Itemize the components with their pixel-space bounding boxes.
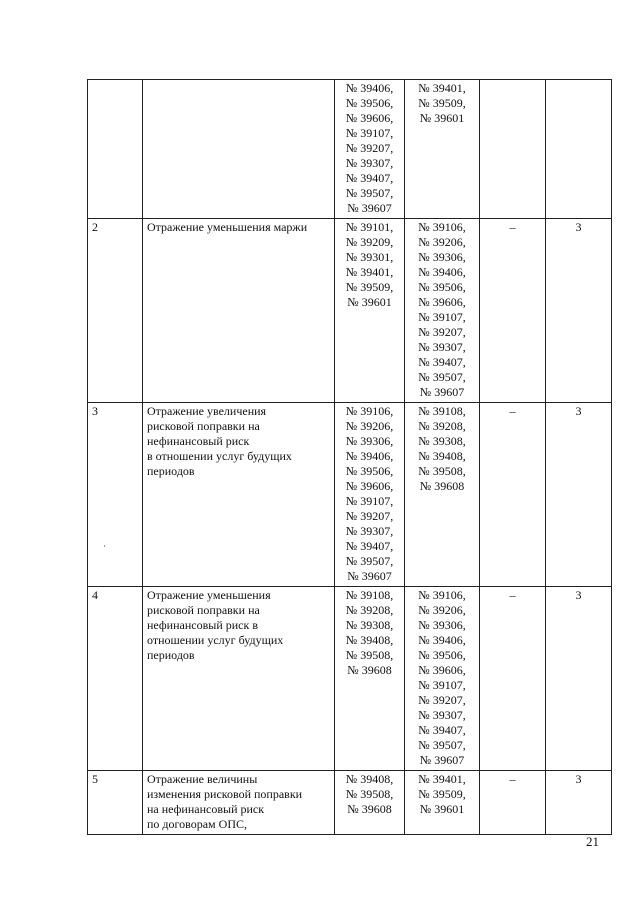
credit-account: № 39507, [418, 738, 466, 752]
credit-account: № 39606, [418, 663, 466, 677]
credit-account: № 39308, [418, 434, 466, 448]
debit-account: № 39506, [345, 96, 394, 110]
description-line: по договорам ОПС, [147, 817, 247, 831]
debit-account: № 39606, [345, 111, 394, 125]
description-cell [143, 80, 335, 219]
row-number-cell: 3 [88, 403, 143, 587]
debit-account: № 39407, [345, 539, 394, 553]
column-6-cell: 3 [546, 219, 612, 403]
credit-account: № 39106, [418, 220, 466, 234]
debit-account: № 39508, [345, 648, 394, 662]
description-line: нефинансовый риск [147, 434, 250, 448]
description-line: рисковой поправки на [147, 419, 260, 433]
credit-account: № 39508, [418, 464, 466, 478]
column-6-cell [546, 80, 612, 219]
credit-account: № 39206, [418, 603, 466, 617]
debit-account: № 39608 [347, 663, 392, 677]
credit-account: № 39601 [419, 802, 465, 816]
credit-account: № 39407, [418, 355, 466, 369]
debit-account: № 39509, [345, 280, 394, 294]
debit-account: № 39507, [345, 186, 394, 200]
description-line: периодов [147, 648, 195, 662]
row-number-cell: 5 [88, 771, 143, 835]
debit-account: № 39307, [345, 524, 394, 538]
credit-account: № 39307, [418, 708, 466, 722]
scan-speck [104, 545, 105, 547]
credit-account: № 39401, [418, 772, 466, 786]
debit-account: № 39508, [345, 787, 394, 801]
row-number-cell [88, 80, 143, 219]
credit-account: № 39607 [419, 385, 465, 399]
column-6-cell: 3 [546, 587, 612, 771]
debit-account: № 39607 [347, 201, 392, 215]
debit-account: № 39408, [345, 633, 394, 647]
debit-account: № 39208, [345, 603, 394, 617]
table-row [88, 219, 612, 403]
credit-account: № 39606, [418, 295, 466, 309]
credit-account: № 39408, [418, 449, 466, 463]
credit-account: № 39207, [418, 693, 466, 707]
description-cell [143, 219, 335, 403]
table-body [88, 80, 612, 835]
column-6-cell: 3 [546, 771, 612, 835]
credit-account: № 39601 [419, 111, 465, 125]
table-row [88, 403, 612, 587]
debit-accounts-cell [335, 403, 405, 587]
description-cell [143, 771, 335, 835]
debit-account: № 39401, [345, 265, 394, 279]
credit-account: № 39108, [418, 404, 466, 418]
debit-account: № 39106, [345, 404, 394, 418]
debit-account: № 39107, [345, 126, 394, 140]
row-number-cell: 2 [88, 219, 143, 403]
debit-accounts-cell [335, 587, 405, 771]
debit-account: № 39608 [347, 802, 392, 816]
row-number-cell: 4 [88, 587, 143, 771]
debit-accounts-cell [335, 219, 405, 403]
column-5-cell: – [480, 587, 546, 771]
credit-account: № 39307, [418, 340, 466, 354]
debit-account: № 39607 [347, 569, 392, 583]
credit-accounts-cell [405, 80, 480, 219]
description-line: отношении услуг будущих [147, 633, 284, 647]
credit-accounts-cell [405, 587, 480, 771]
credit-account: № 39608 [419, 479, 465, 493]
debit-account: № 39207, [345, 509, 394, 523]
debit-account: № 39209, [345, 235, 394, 249]
debit-accounts-cell [335, 80, 405, 219]
column-5-cell [480, 80, 546, 219]
credit-account: № 39107, [418, 310, 466, 324]
credit-account: № 39207, [418, 325, 466, 339]
debit-accounts-cell [335, 771, 405, 835]
table-row [88, 771, 612, 835]
debit-account: № 39101, [345, 220, 394, 234]
description-line: Отражение уменьшения маржи [147, 220, 308, 234]
debit-account: № 39306, [345, 434, 394, 448]
debit-account: № 39307, [345, 156, 394, 170]
description-line: периодов [147, 464, 195, 478]
description-line: нефинансовый риск в [147, 618, 258, 632]
credit-account: № 39506, [418, 648, 466, 662]
debit-account: № 39107, [345, 494, 394, 508]
description-line: Отражение увеличения [147, 404, 267, 418]
credit-account: № 39306, [418, 250, 466, 264]
credit-accounts-cell [405, 771, 480, 835]
debit-account: № 39207, [345, 141, 394, 155]
description-line: Отражение величины [147, 772, 258, 786]
credit-account: № 39506, [418, 280, 466, 294]
debit-account: № 39406, [345, 449, 394, 463]
credit-account: № 39107, [418, 678, 466, 692]
debit-account: № 39408, [345, 772, 394, 786]
page-number: 21 [586, 834, 599, 849]
column-5-cell: – [480, 771, 546, 835]
description-line: на нефинансовый риск [147, 802, 265, 816]
credit-account: № 39306, [418, 618, 466, 632]
debit-account: № 39606, [345, 479, 394, 493]
description-line: Отражение уменьшения [147, 588, 271, 602]
description-line: в отношении услуг будущих [147, 449, 292, 463]
credit-account: № 39206, [418, 235, 466, 249]
debit-account: № 39308, [345, 618, 394, 632]
credit-account: № 39507, [418, 370, 466, 384]
debit-account: № 39301, [345, 250, 394, 264]
debit-account: № 39206, [345, 419, 394, 433]
credit-account: № 39106, [418, 588, 466, 602]
debit-account: № 39506, [345, 464, 394, 478]
credit-accounts-cell [405, 403, 480, 587]
column-5-cell: – [480, 219, 546, 403]
debit-account: № 39108, [345, 588, 394, 602]
credit-account: № 39401, [418, 81, 466, 95]
accounting-entries-table [87, 79, 612, 835]
credit-account: № 39406, [418, 265, 466, 279]
debit-account: № 39406, [345, 81, 394, 95]
credit-account: № 39406, [418, 633, 466, 647]
description-line: изменения рисковой поправки [147, 787, 303, 801]
credit-accounts-cell [405, 219, 480, 403]
table-row [88, 587, 612, 771]
debit-account: № 39507, [345, 554, 394, 568]
debit-account: № 39601 [347, 295, 392, 309]
table-row [88, 80, 612, 219]
debit-account: № 39407, [345, 171, 394, 185]
credit-account: № 39208, [418, 419, 466, 433]
credit-account: № 39509, [418, 96, 466, 110]
column-5-cell: – [480, 403, 546, 587]
column-6-cell: 3 [546, 403, 612, 587]
credit-account: № 39607 [419, 753, 465, 767]
credit-account: № 39509, [418, 787, 466, 801]
description-cell [143, 587, 335, 771]
description-cell [143, 403, 335, 587]
credit-account: № 39407, [418, 723, 466, 737]
description-line: рисковой поправки на [147, 603, 260, 617]
